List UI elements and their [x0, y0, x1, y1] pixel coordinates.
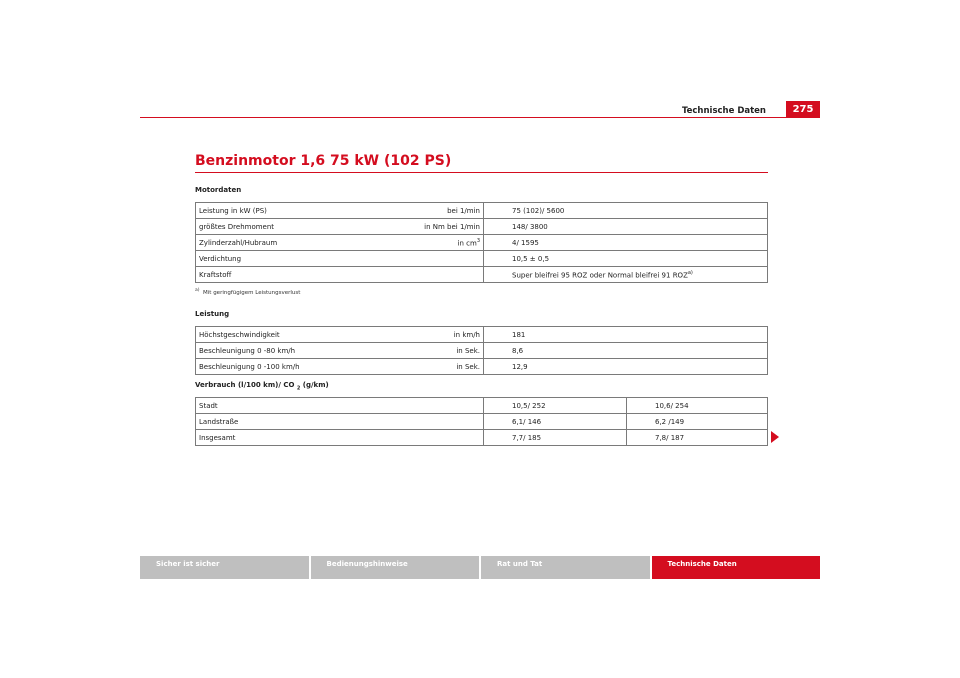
row-label: Kraftstoff — [196, 267, 339, 283]
row-unit: in Sek. — [339, 343, 484, 359]
next-page-arrow-icon[interactable] — [771, 431, 779, 443]
row-value: 12,9 — [484, 359, 768, 375]
verbrauch-title-text: Verbrauch (l/100 km)/ CO — [195, 381, 297, 389]
table-row — [196, 327, 768, 343]
table-row — [196, 398, 768, 414]
row-value: 10,5 ± 0,5 — [484, 251, 768, 267]
row-value: 4/ 1595 — [484, 235, 768, 251]
footer-nav — [140, 556, 820, 579]
verbrauch-table — [195, 397, 768, 446]
motordaten-table — [195, 202, 768, 283]
row-value-1: 6,1/ 146 — [484, 414, 627, 430]
row-label: Höchstgeschwindigkeit — [196, 327, 339, 343]
row-value: 148/ 3800 — [484, 219, 768, 235]
row-value-1: 10,5/ 252 — [484, 398, 627, 414]
page-title: Benzinmotor 1,6 75 kW (102 PS) — [195, 153, 452, 169]
row-unit — [339, 267, 484, 283]
row-value-2: 7,8/ 187 — [627, 430, 768, 446]
row-unit: in Nm bei 1/min — [339, 219, 484, 235]
row-unit: bei 1/min — [339, 203, 484, 219]
footnote-text: Mit geringfügigem Leistungsverlust — [203, 289, 301, 296]
tab-bedienungshinweise[interactable]: Bedienungshinweise — [311, 556, 480, 579]
table-row — [196, 359, 768, 375]
section-title-leistung: Leistung — [195, 310, 230, 318]
row-unit: in km/h — [339, 327, 484, 343]
row-label: Insgesamt — [196, 430, 484, 446]
section-title-verbrauch — [195, 381, 329, 391]
row-label: Landstraße — [196, 414, 484, 430]
row-label: Beschleunigung 0 -80 km/h — [196, 343, 339, 359]
table-row — [196, 235, 768, 251]
row-value — [484, 267, 768, 283]
row-unit: in Sek. — [339, 359, 484, 375]
page-header-title: Technische Daten — [681, 106, 766, 116]
footnote-mark: a) — [195, 288, 200, 293]
unit-text: in cm — [457, 239, 477, 248]
row-value-2: 10,6/ 254 — [627, 398, 768, 414]
footnote-ref: a) — [687, 269, 693, 276]
row-value-1: 7,7/ 185 — [484, 430, 627, 446]
unit-superscript: 3 — [476, 237, 480, 244]
verbrauch-title-unit: (g/km) — [300, 381, 329, 389]
title-underline — [195, 172, 768, 173]
co2-subscript: 2 — [296, 385, 301, 392]
table-row — [196, 267, 768, 283]
table-row — [196, 414, 768, 430]
table-row — [196, 343, 768, 359]
row-value-2: 6,2 /149 — [627, 414, 768, 430]
table-row — [196, 251, 768, 267]
row-value: 75 (102)/ 5600 — [484, 203, 768, 219]
row-unit — [339, 235, 484, 251]
row-value: 181 — [484, 327, 768, 343]
row-unit — [339, 251, 484, 267]
row-label: Leistung in kW (PS) — [196, 203, 339, 219]
row-label: Stadt — [196, 398, 484, 414]
section-title-motordaten: Motordaten — [195, 186, 242, 194]
tab-technische-daten[interactable]: Technische Daten — [652, 556, 821, 579]
header-divider — [140, 117, 820, 118]
row-label: Verdichtung — [196, 251, 339, 267]
row-label: Zylinderzahl/Hubraum — [196, 235, 339, 251]
table-row — [196, 203, 768, 219]
value-text: Super bleifrei 95 ROZ oder Normal bleifrei 91 ROZ — [512, 271, 688, 280]
page-number: 275 — [786, 101, 820, 118]
row-label: größtes Drehmoment — [196, 219, 339, 235]
leistung-table — [195, 326, 768, 375]
tab-sicher-ist-sicher[interactable]: Sicher ist sicher — [140, 556, 309, 579]
footnote — [195, 288, 300, 296]
row-label: Beschleunigung 0 -100 km/h — [196, 359, 339, 375]
table-row — [196, 430, 768, 446]
row-value: 8,6 — [484, 343, 768, 359]
table-row — [196, 219, 768, 235]
tab-rat-und-tat[interactable]: Rat und Tat — [481, 556, 650, 579]
